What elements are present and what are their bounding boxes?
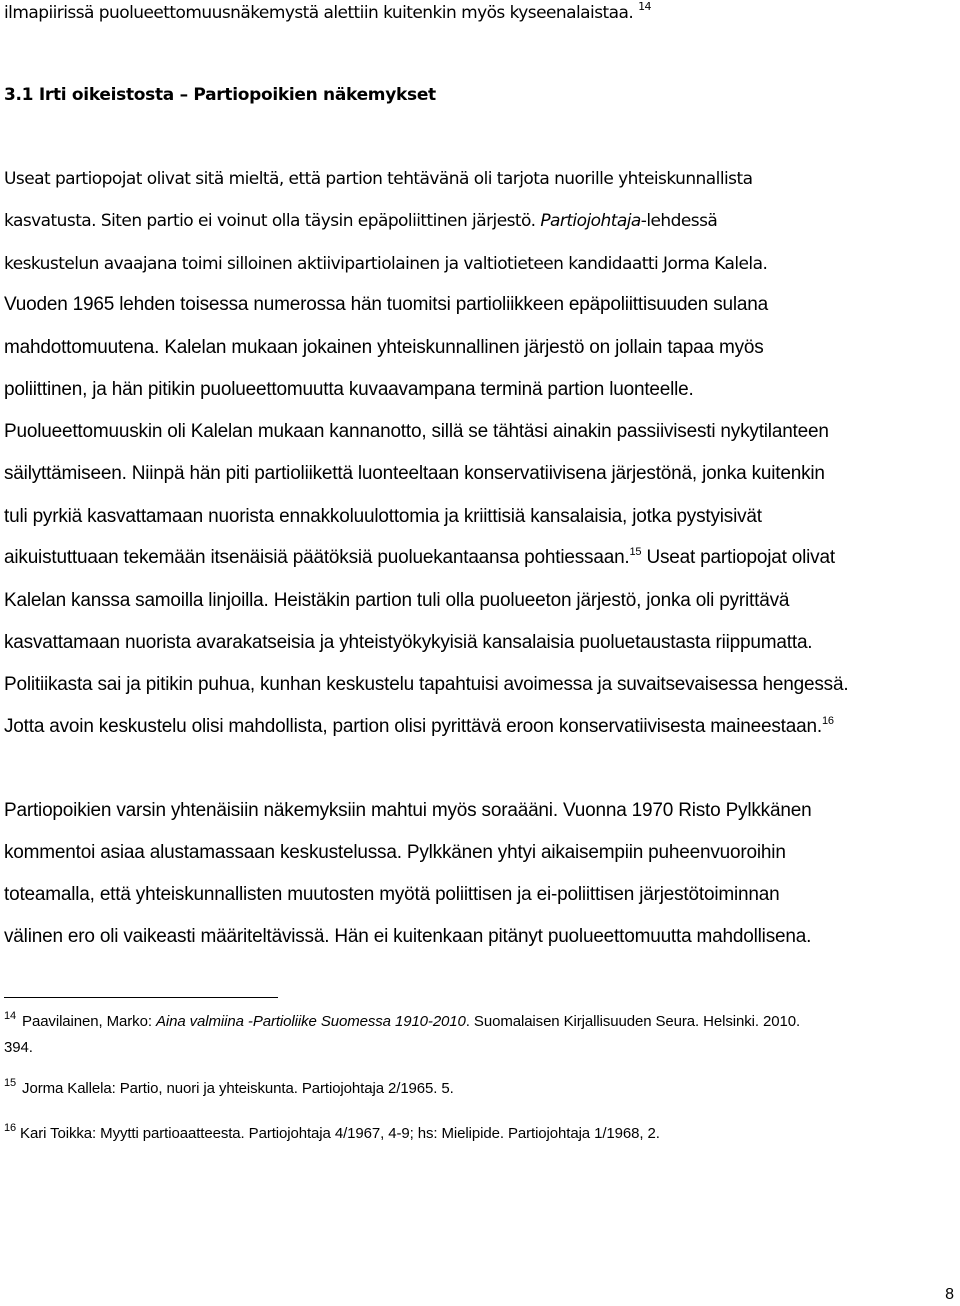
text-line: mahdottomuutena. Kalelan mukaan jokainen yhteiskunnallinen järjestö on jollain tapaa myös (4, 337, 764, 358)
text-line: Puolueettomuuskin oli Kalelan mukaan kannanotto, sillä se tähtäsi ainakin passiivisesti nykytilanteen (4, 421, 829, 442)
footnote-ref: 16 (821, 715, 834, 727)
text-line: keskustelun avaajana toimi silloinen aktiivipartiolainen ja valtiotieteen kandidaatti Jorma Kalela. (4, 254, 768, 274)
footnote (4, 1124, 660, 1144)
footnote-continuation: 394. (4, 1039, 33, 1056)
body-text: ilmapiirissä puolueettomuusnäkemystä alettiin kuitenkin myös kyseenalaistaa. (4, 3, 634, 23)
footnote-number: 15 (4, 1077, 17, 1089)
text-line (4, 547, 835, 569)
page-number: 8 (945, 1286, 954, 1303)
footnote-number: 16 (4, 1122, 17, 1134)
footnote-separator (4, 997, 278, 998)
footnote (4, 1012, 800, 1032)
footnote-text: Jorma Kallela: Partio, nuori ja yhteiskunta. Partiojohtaja 2/1965. 5. (22, 1080, 454, 1097)
footnote-text: Kari Toikka: Myytti partioaatteesta. Partiojohtaja 4/1967, 4-9; hs: Mielipide. Partiojohtaja 1/1968, 2. (20, 1125, 660, 1142)
body-text: Useat partiopojat olivat (646, 547, 835, 568)
text-line: tuli pyrkiä kasvattamaan nuorista ennakkoluulottomia ja kriittisiä kansalaisia, jotka pystyisivät (4, 506, 762, 527)
text-line: säilyttämiseen. Niinpä hän piti partioliikettä luonteeltaan konservatiivisena järjestönä, jonka kuitenkin (4, 463, 825, 484)
journal-title: Partiojohtaja (540, 211, 641, 231)
text-line: Kalelan kanssa samoilla linjoilla. Heistäkin partion tuli olla puolueeton järjestö, jonka oli pyrittävä (4, 590, 790, 611)
body-text: aikuistuttuaan tekemään itsenäisiä päätöksiä puoluekantaansa pohtiessaan. (4, 547, 630, 568)
text-line: poliittinen, ja hän pitikin puolueettomuutta kuvaavampana terminä partion luonteelle. (4, 379, 694, 400)
text-line (4, 716, 834, 738)
footnote-text: . Suomalaisen Kirjallisuuden Seura. Helsinki. 2010. (465, 1013, 801, 1030)
body-text: -lehdessä (640, 211, 718, 231)
footnote (4, 1079, 454, 1099)
footnote-ref: 14 (638, 0, 652, 13)
text-line (4, 2, 651, 24)
text-line: Useat partiopojat olivat sitä mieltä, että partion tehtävänä oli tarjota nuorille yhteiskunnallista (4, 169, 753, 189)
text-line: Vuoden 1965 lehden toisessa numerossa hän tuomitsi partioliikkeen epäpoliittisuuden sulana (4, 294, 768, 315)
footnote-text: Paavilainen, Marko: (22, 1013, 156, 1030)
text-line (4, 210, 717, 232)
text-line: kommentoi asiaa alustamassaan keskustelussa. Pylkkänen yhtyi aikaisempiin puheenvuoroihin (4, 842, 786, 863)
text-line: toteamalla, että yhteiskunnallisten muutosten myötä poliittisen ja ei-poliittisen järjestötoiminnan (4, 884, 780, 905)
text-line: Partiopoikien varsin yhtenäisiin näkemyksiin mahtui myös soraääni. Vuonna 1970 Risto Pylkkänen (4, 800, 812, 821)
text-line: välinen ero oli vaikeasti määriteltävissä. Hän ei kuitenkaan pitänyt puolueettomuutta mahdollisena. (4, 926, 812, 947)
text-line: kasvattamaan nuorista avarakatseisia ja yhteistyökykyisiä kansalaisia puoluetaustasta riippumatta. (4, 632, 813, 653)
footnote-number: 14 (4, 1010, 17, 1022)
section-heading: 3.1 Irti oikeistosta – Partiopoikien näkemykset (4, 85, 436, 105)
book-title: Aina valmiina -Partioliike Suomessa 1910-2010 (155, 1013, 466, 1030)
body-text: Jotta avoin keskustelu olisi mahdollista, partion olisi pyrittävä eroon konservatiivisesta maineestaan. (4, 716, 822, 737)
footnote-ref: 15 (629, 546, 642, 558)
body-text: kasvatusta. Siten partio ei voinut olla täysin epäpoliittinen järjestö. (4, 211, 536, 231)
text-line: Politiikasta sai ja pitikin puhua, kunhan keskustelu tapahtuisi avoimessa ja suvaitsevaisessa hengessä. (4, 674, 849, 695)
